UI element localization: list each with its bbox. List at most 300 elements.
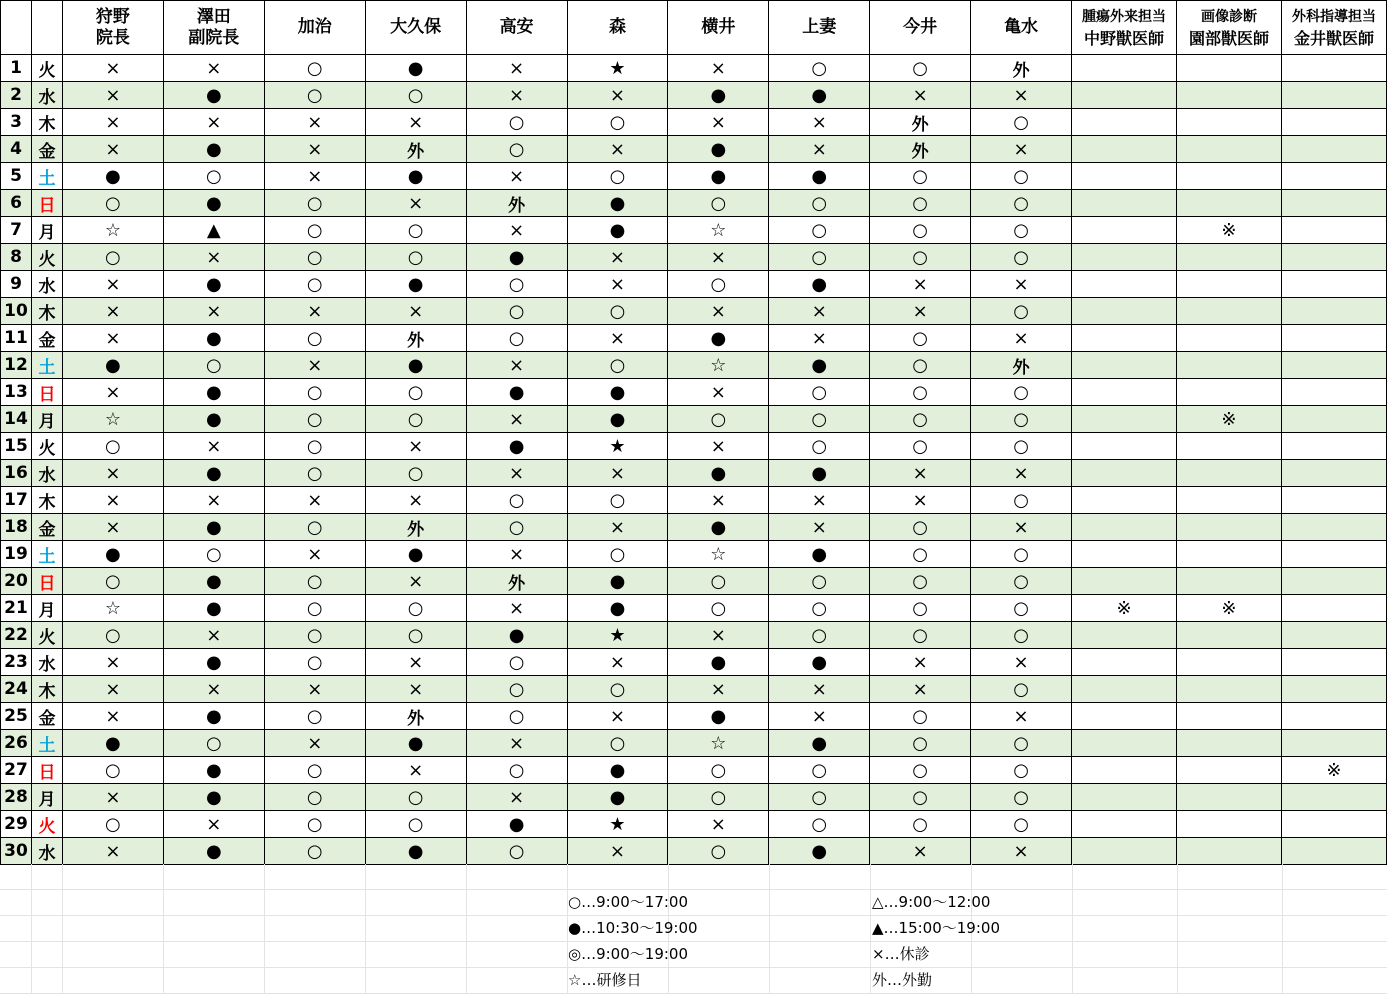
schedule-cell[interactable]: × xyxy=(769,514,870,541)
schedule-cell[interactable]: ○ xyxy=(365,784,466,811)
schedule-cell[interactable]: × xyxy=(163,109,264,136)
schedule-cell[interactable]: × xyxy=(971,271,1072,298)
schedule-cell[interactable]: ○ xyxy=(971,595,1072,622)
schedule-cell[interactable]: × xyxy=(163,55,264,82)
schedule-cell[interactable] xyxy=(1281,55,1386,82)
schedule-cell[interactable]: × xyxy=(264,298,365,325)
schedule-cell[interactable] xyxy=(1176,730,1281,757)
schedule-cell[interactable] xyxy=(1281,784,1386,811)
schedule-cell[interactable]: ○ xyxy=(466,676,567,703)
schedule-cell[interactable]: ○ xyxy=(264,811,365,838)
schedule-cell[interactable]: × xyxy=(567,136,668,163)
schedule-cell[interactable]: ○ xyxy=(769,811,870,838)
schedule-cell[interactable]: ○ xyxy=(971,406,1072,433)
schedule-cell[interactable]: × xyxy=(567,514,668,541)
schedule-cell[interactable]: ● xyxy=(365,271,466,298)
schedule-cell[interactable]: × xyxy=(567,325,668,352)
schedule-cell[interactable]: × xyxy=(668,487,769,514)
schedule-cell[interactable]: ○ xyxy=(870,757,971,784)
schedule-cell[interactable]: ○ xyxy=(264,757,365,784)
schedule-cell[interactable]: ○ xyxy=(870,379,971,406)
schedule-cell[interactable]: ● xyxy=(668,163,769,190)
schedule-cell[interactable]: × xyxy=(971,838,1072,865)
schedule-cell[interactable]: ● xyxy=(365,55,466,82)
schedule-cell[interactable]: × xyxy=(466,595,567,622)
schedule-cell[interactable]: ○ xyxy=(62,757,163,784)
schedule-cell[interactable]: ○ xyxy=(567,352,668,379)
schedule-cell[interactable]: × xyxy=(870,298,971,325)
schedule-cell[interactable]: 外 xyxy=(870,109,971,136)
schedule-cell[interactable]: ○ xyxy=(668,595,769,622)
schedule-cell[interactable]: ○ xyxy=(264,568,365,595)
schedule-cell[interactable]: ○ xyxy=(466,487,567,514)
schedule-cell[interactable] xyxy=(1281,298,1386,325)
schedule-cell[interactable]: × xyxy=(870,271,971,298)
schedule-cell[interactable] xyxy=(1281,595,1386,622)
schedule-cell[interactable]: ○ xyxy=(567,730,668,757)
schedule-cell[interactable]: ★ xyxy=(567,622,668,649)
schedule-cell[interactable]: ○ xyxy=(971,568,1072,595)
schedule-cell[interactable]: ● xyxy=(769,163,870,190)
schedule-cell[interactable]: × xyxy=(264,352,365,379)
schedule-cell[interactable]: ○ xyxy=(365,406,466,433)
schedule-cell[interactable]: ○ xyxy=(971,784,1072,811)
schedule-cell[interactable]: ● xyxy=(567,757,668,784)
schedule-cell[interactable] xyxy=(1281,217,1386,244)
schedule-cell[interactable] xyxy=(1072,271,1177,298)
schedule-cell[interactable]: ○ xyxy=(668,271,769,298)
schedule-cell[interactable]: ○ xyxy=(264,406,365,433)
schedule-cell[interactable]: ○ xyxy=(567,541,668,568)
schedule-cell[interactable] xyxy=(1281,82,1386,109)
schedule-cell[interactable]: ● xyxy=(365,730,466,757)
schedule-cell[interactable]: ● xyxy=(365,352,466,379)
schedule-cell[interactable]: × xyxy=(466,784,567,811)
schedule-cell[interactable]: ○ xyxy=(62,244,163,271)
schedule-cell[interactable]: × xyxy=(870,676,971,703)
schedule-cell[interactable] xyxy=(1072,622,1177,649)
schedule-cell[interactable]: ○ xyxy=(769,190,870,217)
schedule-cell[interactable] xyxy=(1072,325,1177,352)
schedule-cell[interactable]: × xyxy=(769,109,870,136)
schedule-cell[interactable] xyxy=(1281,703,1386,730)
schedule-cell[interactable]: ○ xyxy=(365,379,466,406)
schedule-cell[interactable]: ○ xyxy=(466,514,567,541)
schedule-cell[interactable]: ○ xyxy=(769,379,870,406)
schedule-cell[interactable]: × xyxy=(668,433,769,460)
schedule-cell[interactable]: 外 xyxy=(466,568,567,595)
schedule-cell[interactable]: ○ xyxy=(971,109,1072,136)
schedule-cell[interactable]: × xyxy=(163,622,264,649)
schedule-cell[interactable]: × xyxy=(567,838,668,865)
schedule-cell[interactable] xyxy=(1176,460,1281,487)
schedule-cell[interactable]: × xyxy=(567,460,668,487)
schedule-cell[interactable]: ○ xyxy=(971,811,1072,838)
schedule-cell[interactable]: ○ xyxy=(870,55,971,82)
schedule-cell[interactable]: ● xyxy=(62,163,163,190)
schedule-cell[interactable]: ○ xyxy=(870,325,971,352)
schedule-cell[interactable]: ○ xyxy=(365,595,466,622)
schedule-cell[interactable]: ○ xyxy=(668,784,769,811)
schedule-cell[interactable]: × xyxy=(264,136,365,163)
schedule-cell[interactable]: × xyxy=(466,82,567,109)
schedule-cell[interactable]: ○ xyxy=(264,595,365,622)
schedule-cell[interactable]: ● xyxy=(769,82,870,109)
schedule-cell[interactable]: ○ xyxy=(264,784,365,811)
schedule-cell[interactable]: ○ xyxy=(365,622,466,649)
schedule-cell[interactable]: × xyxy=(668,298,769,325)
schedule-cell[interactable]: ● xyxy=(163,136,264,163)
schedule-cell[interactable]: ○ xyxy=(769,622,870,649)
schedule-cell[interactable]: ○ xyxy=(870,784,971,811)
schedule-cell[interactable]: ● xyxy=(668,703,769,730)
schedule-cell[interactable]: ○ xyxy=(971,244,1072,271)
schedule-cell[interactable] xyxy=(1176,136,1281,163)
schedule-cell[interactable]: ※ xyxy=(1176,217,1281,244)
schedule-cell[interactable] xyxy=(1072,703,1177,730)
schedule-cell[interactable]: ○ xyxy=(466,757,567,784)
schedule-cell[interactable] xyxy=(1176,676,1281,703)
schedule-cell[interactable]: ● xyxy=(769,352,870,379)
schedule-cell[interactable]: ● xyxy=(567,190,668,217)
schedule-cell[interactable]: × xyxy=(62,82,163,109)
schedule-cell[interactable]: × xyxy=(62,298,163,325)
schedule-cell[interactable]: × xyxy=(62,703,163,730)
schedule-cell[interactable] xyxy=(1281,379,1386,406)
schedule-cell[interactable] xyxy=(1176,514,1281,541)
schedule-cell[interactable]: 外 xyxy=(971,352,1072,379)
schedule-cell[interactable]: × xyxy=(769,136,870,163)
schedule-cell[interactable] xyxy=(1176,487,1281,514)
schedule-cell[interactable]: ○ xyxy=(264,433,365,460)
schedule-cell[interactable]: ● xyxy=(769,460,870,487)
schedule-cell[interactable]: ○ xyxy=(971,622,1072,649)
schedule-cell[interactable]: ○ xyxy=(769,757,870,784)
schedule-cell[interactable] xyxy=(1281,568,1386,595)
schedule-cell[interactable]: ○ xyxy=(769,55,870,82)
schedule-cell[interactable]: × xyxy=(62,55,163,82)
schedule-cell[interactable] xyxy=(1072,352,1177,379)
schedule-cell[interactable]: × xyxy=(365,568,466,595)
schedule-cell[interactable]: ● xyxy=(365,163,466,190)
schedule-cell[interactable]: × xyxy=(365,487,466,514)
schedule-cell[interactable] xyxy=(1176,325,1281,352)
schedule-cell[interactable]: ※ xyxy=(1176,406,1281,433)
schedule-cell[interactable] xyxy=(1281,541,1386,568)
schedule-cell[interactable] xyxy=(1072,298,1177,325)
schedule-cell[interactable]: × xyxy=(769,298,870,325)
schedule-cell[interactable]: × xyxy=(163,676,264,703)
schedule-cell[interactable] xyxy=(1072,541,1177,568)
schedule-cell[interactable]: × xyxy=(466,406,567,433)
schedule-cell[interactable]: ○ xyxy=(365,244,466,271)
schedule-cell[interactable]: ○ xyxy=(870,433,971,460)
schedule-cell[interactable]: ☆ xyxy=(668,730,769,757)
schedule-cell[interactable]: ○ xyxy=(971,757,1072,784)
schedule-cell[interactable]: × xyxy=(264,730,365,757)
schedule-cell[interactable]: × xyxy=(567,703,668,730)
schedule-cell[interactable] xyxy=(1176,109,1281,136)
schedule-cell[interactable]: × xyxy=(567,649,668,676)
schedule-cell[interactable] xyxy=(1281,136,1386,163)
schedule-cell[interactable]: × xyxy=(466,163,567,190)
schedule-cell[interactable]: ○ xyxy=(870,730,971,757)
schedule-cell[interactable] xyxy=(1281,460,1386,487)
schedule-cell[interactable]: ● xyxy=(163,190,264,217)
schedule-cell[interactable]: ● xyxy=(466,811,567,838)
schedule-cell[interactable]: ★ xyxy=(567,55,668,82)
schedule-cell[interactable]: ● xyxy=(769,649,870,676)
schedule-cell[interactable] xyxy=(1281,406,1386,433)
schedule-cell[interactable]: × xyxy=(668,676,769,703)
schedule-cell[interactable]: ● xyxy=(668,136,769,163)
schedule-cell[interactable]: ○ xyxy=(870,568,971,595)
schedule-cell[interactable] xyxy=(1072,136,1177,163)
schedule-cell[interactable]: × xyxy=(365,676,466,703)
schedule-cell[interactable]: ○ xyxy=(971,379,1072,406)
schedule-cell[interactable]: × xyxy=(668,244,769,271)
schedule-cell[interactable]: × xyxy=(163,298,264,325)
schedule-cell[interactable]: × xyxy=(668,622,769,649)
schedule-cell[interactable]: ● xyxy=(769,730,870,757)
schedule-cell[interactable]: × xyxy=(365,298,466,325)
schedule-cell[interactable]: ○ xyxy=(264,703,365,730)
schedule-cell[interactable]: × xyxy=(163,487,264,514)
schedule-cell[interactable]: ▲ xyxy=(163,217,264,244)
schedule-cell[interactable] xyxy=(1176,55,1281,82)
schedule-cell[interactable] xyxy=(1072,838,1177,865)
schedule-cell[interactable]: ★ xyxy=(567,433,668,460)
schedule-cell[interactable] xyxy=(1072,460,1177,487)
schedule-cell[interactable] xyxy=(1072,109,1177,136)
schedule-cell[interactable]: × xyxy=(62,325,163,352)
schedule-cell[interactable] xyxy=(1176,757,1281,784)
schedule-cell[interactable] xyxy=(1072,55,1177,82)
schedule-cell[interactable] xyxy=(1176,163,1281,190)
schedule-cell[interactable]: ○ xyxy=(264,379,365,406)
schedule-cell[interactable]: ○ xyxy=(264,460,365,487)
schedule-cell[interactable]: × xyxy=(466,541,567,568)
schedule-cell[interactable] xyxy=(1281,514,1386,541)
schedule-cell[interactable]: ★ xyxy=(567,811,668,838)
schedule-cell[interactable]: ○ xyxy=(769,217,870,244)
schedule-cell[interactable]: × xyxy=(870,82,971,109)
schedule-cell[interactable] xyxy=(1072,217,1177,244)
schedule-cell[interactable]: ● xyxy=(62,352,163,379)
schedule-cell[interactable]: × xyxy=(466,352,567,379)
schedule-cell[interactable] xyxy=(1281,676,1386,703)
schedule-cell[interactable]: ● xyxy=(769,838,870,865)
schedule-cell[interactable]: ○ xyxy=(971,541,1072,568)
schedule-cell[interactable] xyxy=(1176,838,1281,865)
schedule-cell[interactable]: ※ xyxy=(1281,757,1386,784)
schedule-cell[interactable]: × xyxy=(62,136,163,163)
schedule-cell[interactable]: × xyxy=(264,487,365,514)
schedule-cell[interactable]: 外 xyxy=(365,136,466,163)
schedule-cell[interactable]: × xyxy=(870,487,971,514)
schedule-cell[interactable]: ☆ xyxy=(62,595,163,622)
schedule-cell[interactable]: ● xyxy=(163,379,264,406)
schedule-cell[interactable]: × xyxy=(163,433,264,460)
schedule-cell[interactable]: × xyxy=(365,190,466,217)
schedule-cell[interactable]: ● xyxy=(668,325,769,352)
schedule-cell[interactable]: ※ xyxy=(1176,595,1281,622)
schedule-cell[interactable]: ○ xyxy=(163,163,264,190)
schedule-cell[interactable]: ○ xyxy=(971,433,1072,460)
schedule-cell[interactable]: × xyxy=(62,379,163,406)
schedule-cell[interactable]: × xyxy=(668,811,769,838)
schedule-cell[interactable] xyxy=(1072,730,1177,757)
schedule-cell[interactable]: ○ xyxy=(769,406,870,433)
schedule-cell[interactable] xyxy=(1281,649,1386,676)
schedule-cell[interactable]: ● xyxy=(466,433,567,460)
schedule-cell[interactable]: × xyxy=(62,271,163,298)
schedule-cell[interactable]: ● xyxy=(668,649,769,676)
schedule-cell[interactable]: 外 xyxy=(365,514,466,541)
schedule-cell[interactable]: ○ xyxy=(870,163,971,190)
schedule-cell[interactable]: ○ xyxy=(870,244,971,271)
schedule-cell[interactable]: ○ xyxy=(769,568,870,595)
schedule-cell[interactable]: ○ xyxy=(62,811,163,838)
schedule-cell[interactable]: ● xyxy=(163,703,264,730)
schedule-cell[interactable]: ○ xyxy=(870,406,971,433)
schedule-cell[interactable]: ● xyxy=(365,838,466,865)
schedule-cell[interactable]: ○ xyxy=(769,595,870,622)
schedule-cell[interactable]: ○ xyxy=(567,163,668,190)
schedule-cell[interactable]: ○ xyxy=(466,703,567,730)
schedule-cell[interactable]: × xyxy=(365,649,466,676)
schedule-cell[interactable]: ○ xyxy=(769,244,870,271)
schedule-cell[interactable]: ○ xyxy=(264,325,365,352)
schedule-cell[interactable]: × xyxy=(971,703,1072,730)
schedule-cell[interactable]: ○ xyxy=(971,298,1072,325)
schedule-cell[interactable] xyxy=(1281,622,1386,649)
schedule-cell[interactable]: ○ xyxy=(567,676,668,703)
schedule-cell[interactable]: ● xyxy=(163,757,264,784)
schedule-cell[interactable]: ☆ xyxy=(62,406,163,433)
schedule-cell[interactable]: ● xyxy=(668,82,769,109)
schedule-cell[interactable]: ● xyxy=(567,568,668,595)
schedule-cell[interactable]: ○ xyxy=(264,55,365,82)
schedule-cell[interactable] xyxy=(1281,244,1386,271)
schedule-cell[interactable]: ○ xyxy=(264,244,365,271)
schedule-cell[interactable]: × xyxy=(971,325,1072,352)
schedule-cell[interactable]: ● xyxy=(567,217,668,244)
schedule-cell[interactable] xyxy=(1072,487,1177,514)
schedule-cell[interactable]: 外 xyxy=(971,55,1072,82)
schedule-cell[interactable]: ○ xyxy=(870,703,971,730)
schedule-cell[interactable]: ○ xyxy=(668,757,769,784)
schedule-cell[interactable]: × xyxy=(971,82,1072,109)
schedule-cell[interactable]: ● xyxy=(466,622,567,649)
schedule-cell[interactable]: ● xyxy=(163,595,264,622)
schedule-cell[interactable]: ● xyxy=(163,406,264,433)
schedule-cell[interactable]: ● xyxy=(163,460,264,487)
schedule-cell[interactable]: ○ xyxy=(466,109,567,136)
schedule-cell[interactable] xyxy=(1072,244,1177,271)
schedule-cell[interactable]: × xyxy=(264,163,365,190)
schedule-cell[interactable]: ☆ xyxy=(668,352,769,379)
schedule-cell[interactable]: × xyxy=(971,649,1072,676)
schedule-cell[interactable]: × xyxy=(870,649,971,676)
schedule-cell[interactable] xyxy=(1072,82,1177,109)
schedule-cell[interactable] xyxy=(1281,730,1386,757)
schedule-cell[interactable] xyxy=(1176,379,1281,406)
schedule-cell[interactable]: ○ xyxy=(365,217,466,244)
schedule-cell[interactable] xyxy=(1072,811,1177,838)
schedule-cell[interactable]: × xyxy=(769,676,870,703)
schedule-cell[interactable]: × xyxy=(567,82,668,109)
schedule-cell[interactable]: ● xyxy=(466,379,567,406)
schedule-cell[interactable]: ○ xyxy=(466,649,567,676)
schedule-cell[interactable]: × xyxy=(62,649,163,676)
schedule-cell[interactable]: ※ xyxy=(1072,595,1177,622)
schedule-cell[interactable]: × xyxy=(365,109,466,136)
schedule-cell[interactable]: ● xyxy=(567,379,668,406)
schedule-cell[interactable]: ○ xyxy=(870,595,971,622)
schedule-cell[interactable] xyxy=(1176,433,1281,460)
schedule-cell[interactable]: ○ xyxy=(668,190,769,217)
schedule-cell[interactable]: × xyxy=(264,109,365,136)
schedule-cell[interactable]: × xyxy=(567,271,668,298)
schedule-cell[interactable] xyxy=(1176,622,1281,649)
schedule-cell[interactable]: × xyxy=(264,676,365,703)
schedule-cell[interactable] xyxy=(1281,271,1386,298)
schedule-cell[interactable] xyxy=(1176,811,1281,838)
schedule-cell[interactable]: ○ xyxy=(163,352,264,379)
schedule-cell[interactable]: ○ xyxy=(466,271,567,298)
schedule-cell[interactable]: ○ xyxy=(870,622,971,649)
schedule-cell[interactable]: 外 xyxy=(870,136,971,163)
schedule-cell[interactable] xyxy=(1072,676,1177,703)
schedule-cell[interactable] xyxy=(1281,487,1386,514)
schedule-cell[interactable]: × xyxy=(62,460,163,487)
schedule-cell[interactable] xyxy=(1072,649,1177,676)
schedule-cell[interactable] xyxy=(1176,271,1281,298)
schedule-cell[interactable]: × xyxy=(62,676,163,703)
schedule-cell[interactable]: ○ xyxy=(567,298,668,325)
schedule-cell[interactable]: ● xyxy=(668,460,769,487)
schedule-cell[interactable]: ○ xyxy=(466,838,567,865)
schedule-cell[interactable] xyxy=(1281,325,1386,352)
schedule-cell[interactable] xyxy=(1176,649,1281,676)
schedule-cell[interactable]: × xyxy=(365,757,466,784)
schedule-cell[interactable]: × xyxy=(62,514,163,541)
schedule-cell[interactable]: ○ xyxy=(466,298,567,325)
schedule-cell[interactable]: ○ xyxy=(466,325,567,352)
schedule-cell[interactable] xyxy=(1281,811,1386,838)
schedule-cell[interactable]: ○ xyxy=(365,82,466,109)
schedule-cell[interactable]: 外 xyxy=(365,703,466,730)
schedule-cell[interactable]: ☆ xyxy=(62,217,163,244)
schedule-cell[interactable]: ● xyxy=(567,595,668,622)
schedule-cell[interactable]: ○ xyxy=(62,568,163,595)
schedule-cell[interactable]: × xyxy=(62,838,163,865)
schedule-cell[interactable] xyxy=(1176,298,1281,325)
schedule-cell[interactable]: ○ xyxy=(264,190,365,217)
schedule-cell[interactable]: × xyxy=(264,541,365,568)
schedule-cell[interactable]: × xyxy=(971,514,1072,541)
schedule-cell[interactable]: ● xyxy=(163,649,264,676)
schedule-cell[interactable]: ● xyxy=(466,244,567,271)
schedule-cell[interactable]: ○ xyxy=(264,622,365,649)
schedule-cell[interactable]: ○ xyxy=(971,163,1072,190)
schedule-cell[interactable]: ● xyxy=(365,541,466,568)
schedule-cell[interactable]: ○ xyxy=(971,730,1072,757)
schedule-cell[interactable]: ○ xyxy=(870,352,971,379)
schedule-cell[interactable]: ● xyxy=(567,406,668,433)
schedule-cell[interactable]: ○ xyxy=(163,541,264,568)
